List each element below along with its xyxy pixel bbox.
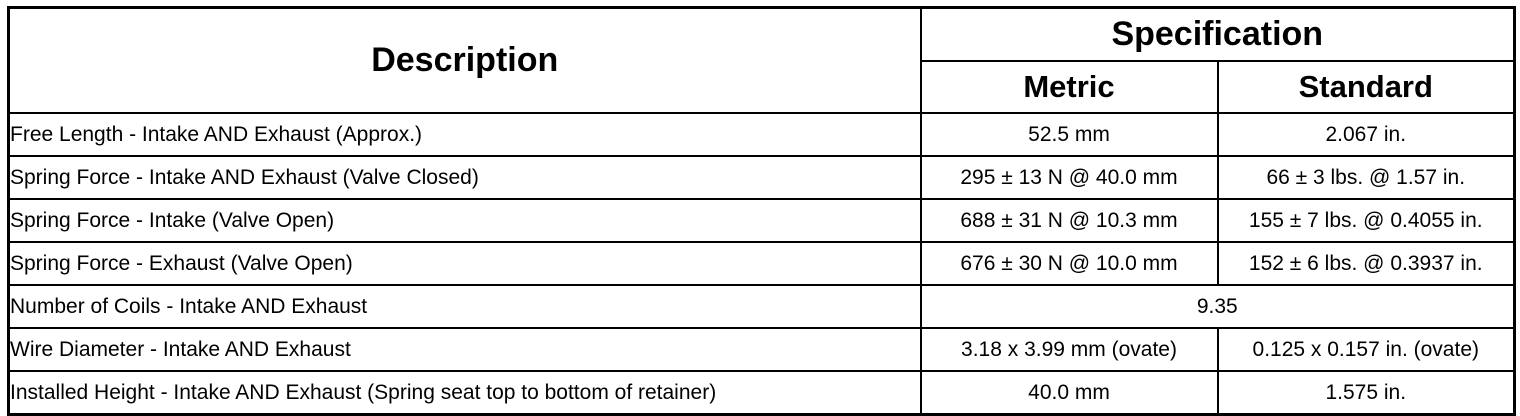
- cell-value-metric: 688 ± 31 N @ 10.3 mm: [921, 199, 1218, 242]
- table-row: [9, 113, 1515, 156]
- cell-value-standard: 66 ± 3 lbs. @ 1.57 in.: [1218, 156, 1515, 199]
- valve-spring-specification-table: [7, 6, 1516, 416]
- cell-description: Spring Force - Intake (Valve Open): [9, 199, 921, 242]
- cell-value-metric: 295 ± 13 N @ 40.0 mm: [921, 156, 1218, 199]
- cell-value-standard: 0.125 x 0.157 in. (ovate): [1218, 328, 1515, 371]
- table-header: [9, 8, 1515, 114]
- cell-value-standard: 155 ± 7 lbs. @ 0.4055 in.: [1218, 199, 1515, 242]
- table-row: [9, 156, 1515, 199]
- column-header-standard: Standard: [1218, 61, 1515, 113]
- table-row: [9, 328, 1515, 371]
- cell-value-metric: 52.5 mm: [921, 113, 1218, 156]
- cell-description: Free Length - Intake AND Exhaust (Approx.): [9, 113, 921, 156]
- cell-value-standard: 1.575 in.: [1218, 371, 1515, 415]
- table-row: [9, 199, 1515, 242]
- header-row-primary: [9, 8, 1515, 62]
- table-row: [9, 371, 1515, 415]
- table-row: [9, 285, 1515, 328]
- cell-value-combined: 9.35: [921, 285, 1515, 328]
- cell-value-standard: 2.067 in.: [1218, 113, 1515, 156]
- cell-description: Number of Coils - Intake AND Exhaust: [9, 285, 921, 328]
- cell-description: Spring Force - Intake AND Exhaust (Valve Closed): [9, 156, 921, 199]
- column-header-metric: Metric: [921, 61, 1218, 113]
- cell-value-metric: 676 ± 30 N @ 10.0 mm: [921, 242, 1218, 285]
- table-body: [9, 113, 1515, 415]
- column-header-specification: Specification: [921, 8, 1515, 62]
- cell-value-metric: 3.18 x 3.99 mm (ovate): [921, 328, 1218, 371]
- cell-description: Wire Diameter - Intake AND Exhaust: [9, 328, 921, 371]
- column-header-description: Description: [9, 8, 921, 114]
- cell-value-standard: 152 ± 6 lbs. @ 0.3937 in.: [1218, 242, 1515, 285]
- cell-description: Installed Height - Intake AND Exhaust (Spring seat top to bottom of retainer): [9, 371, 921, 415]
- table-row: [9, 242, 1515, 285]
- cell-description: Spring Force - Exhaust (Valve Open): [9, 242, 921, 285]
- cell-value-metric: 40.0 mm: [921, 371, 1218, 415]
